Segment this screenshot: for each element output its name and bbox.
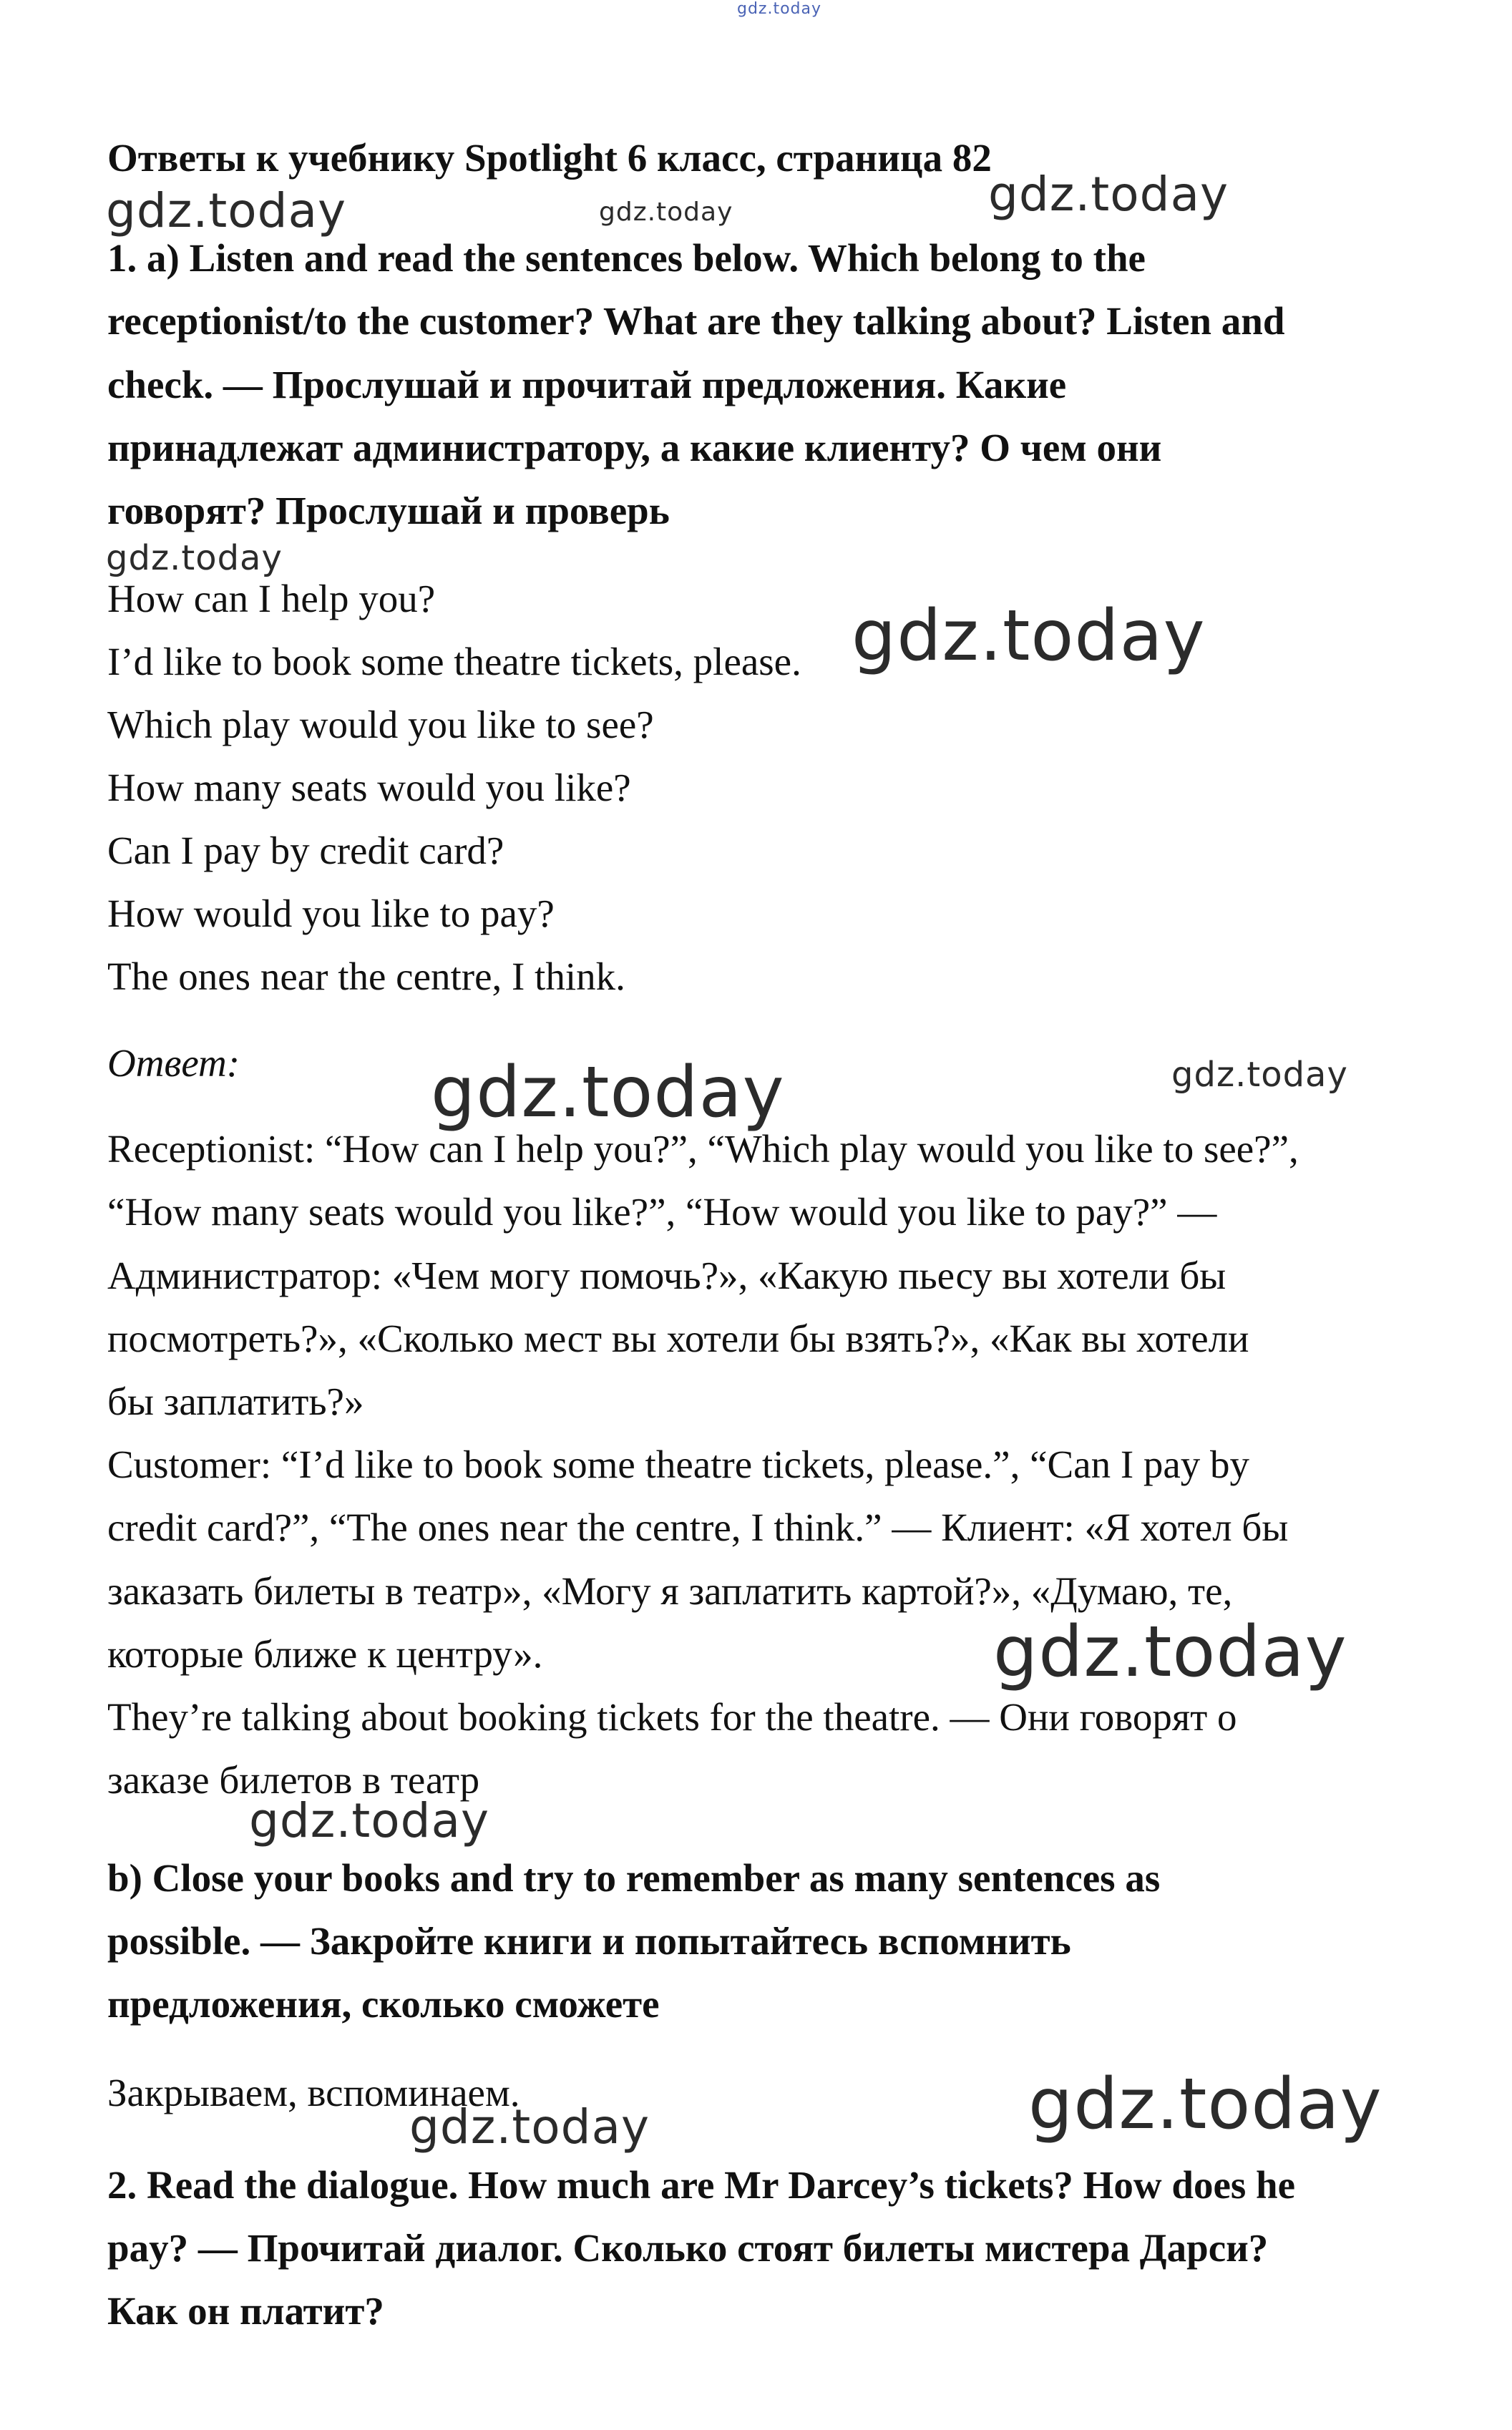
sentence-item: How can I help you? (107, 577, 436, 620)
watermark: gdz.today (1028, 2064, 1382, 2145)
page-title: Ответы к учебнику Spotlight 6 класс, страница 82 (107, 136, 992, 180)
task-line: Как он платит? (107, 2289, 384, 2333)
task-1b-answer: Закрываем, вспоминаем. (107, 2071, 520, 2114)
answer-label: Ответ: (107, 1041, 240, 1085)
task-line: говорят? Прослушай и проверь (107, 489, 670, 532)
task-line: b) Close your books and try to remember as many sentences as (107, 1856, 1161, 1900)
watermark: gdz.today (106, 183, 347, 238)
sentence-item: Which play would you like to see? (107, 703, 654, 746)
task-line: receptionist/to the customer? What are they talking about? Listen and (107, 299, 1285, 343)
sentence-item: I’d like to book some theatre tickets, please. (107, 640, 801, 683)
watermark: gdz.today (249, 1793, 490, 1848)
watermark: gdz.today (106, 538, 283, 578)
answer-line: “How many seats would you like?”, “How would you like to pay?” — (107, 1190, 1217, 1234)
task-line: принадлежат администратору, а какие клиенту? О чем они (107, 426, 1162, 469)
sentence-item: Can I pay by credit card? (107, 829, 504, 872)
watermark: gdz.today (737, 0, 822, 18)
answer-line: бы заплатить?» (107, 1380, 364, 1423)
task-line: предложения, сколько сможете (107, 1982, 660, 2026)
answer-line: Администратор: «Чем могу помочь?», «Какую пьесу вы хотели бы (107, 1254, 1226, 1297)
answer-line: которые ближе к центру». (107, 1632, 543, 1676)
watermark: gdz.today (431, 1052, 785, 1133)
watermark: gdz.today (988, 167, 1229, 222)
task-line: 1. a) Listen and read the sentences below. Which belong to the (107, 236, 1146, 280)
sentence-item: How many seats would you like? (107, 766, 631, 809)
task-line: pay? — Прочитай диалог. Сколько стоят билеты мистера Дарси? (107, 2226, 1269, 2270)
task-line: possible. — Закройте книги и попытайтесь вспомнить (107, 1919, 1071, 1963)
sentence-item: The ones near the centre, I think. (107, 955, 625, 998)
watermark: gdz.today (1171, 1055, 1348, 1095)
task-line: 2. Read the dialogue. How much are Mr Darcey’s tickets? How does he (107, 2163, 1296, 2207)
answer-line: заказать билеты в театр», «Могу я заплатить картой?», «Думаю, те, (107, 1569, 1233, 1613)
answer-line: Receptionist: “How can I help you?”, “Which play would you like to see?”, (107, 1127, 1299, 1171)
answer-line: посмотреть?», «Сколько мест вы хотели бы взять?», «Как вы хотели (107, 1317, 1249, 1360)
sentence-item: How would you like to pay? (107, 892, 555, 935)
watermark: gdz.today (852, 595, 1206, 677)
watermark: gdz.today (599, 197, 733, 227)
answer-line: They’re talking about booking tickets for the theatre. — Они говорят о (107, 1695, 1237, 1739)
watermark: gdz.today (409, 2099, 650, 2155)
answer-line: заказе билетов в театр (107, 1758, 480, 1802)
answer-line: Customer: “I’d like to book some theatre tickets, please.”, “Can I pay by (107, 1443, 1250, 1486)
watermark: gdz.today (993, 1611, 1347, 1693)
task-line: check. — Прослушай и прочитай предложения. Какие (107, 363, 1067, 406)
answer-line: credit card?”, “The ones near the centre, I think.” — Клиент: «Я хотел бы (107, 1506, 1289, 1549)
